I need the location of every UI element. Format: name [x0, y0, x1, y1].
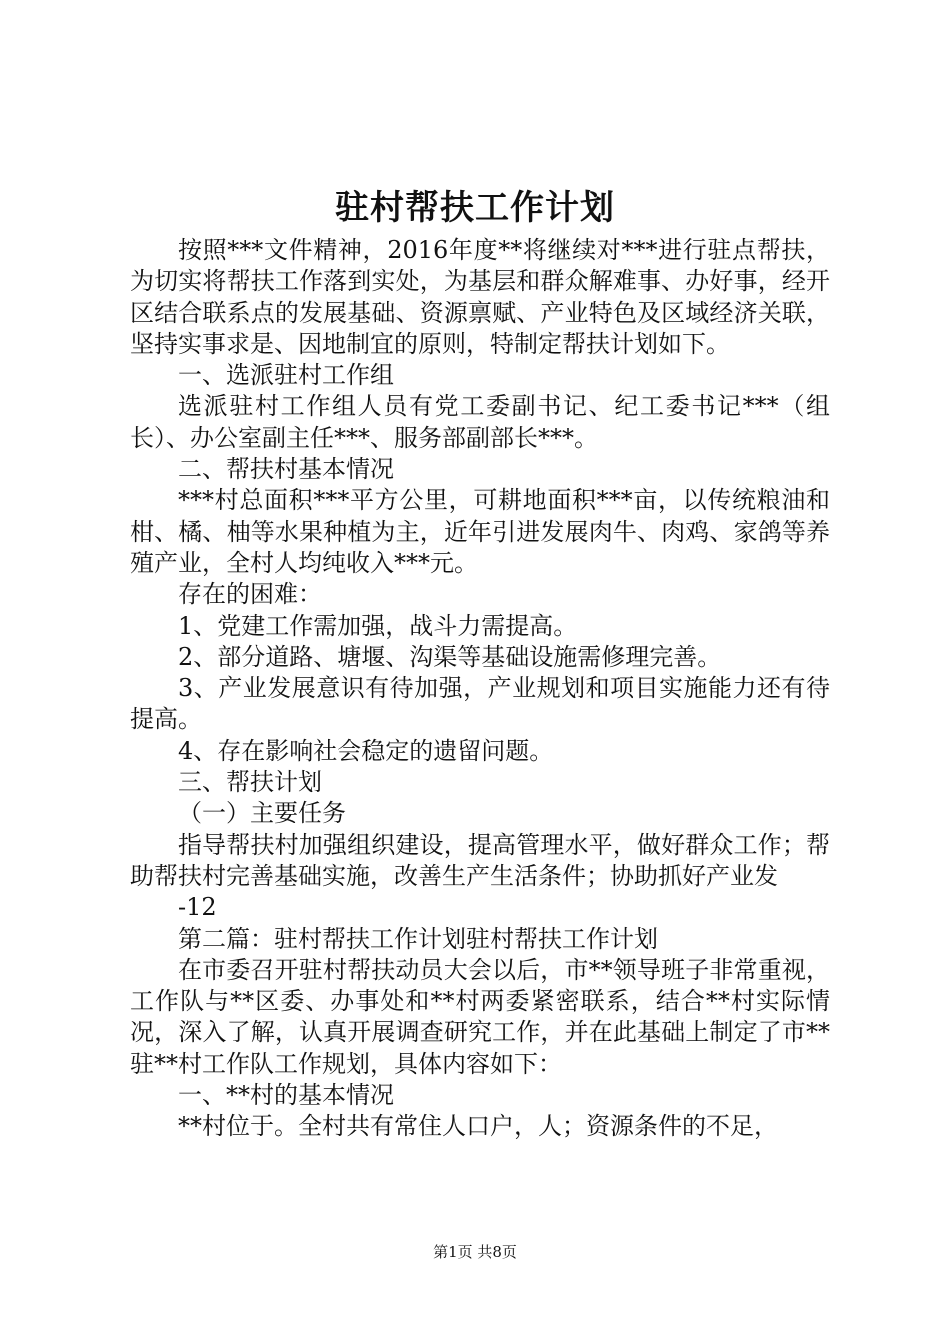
list-item-difficulty-3: 3、产业发展意识有待加强，产业规划和项目实施能力还有待提高。 — [130, 674, 830, 734]
page-number: 第1页 共8页 — [433, 1243, 517, 1261]
paragraph-part-2-intro: 在市委召开驻村帮扶动员大会以后，市**领导班子非常重视，工作队与**区委、办事处和**村两委紧密联系，结合**村实际情况，深入了解，认真开展调查研究工作，并在此基础上制定了市**驻**村工作队工作规划，具体内容如下： — [130, 955, 830, 1078]
paragraph-village-info: ***村总面积***平方公里，可耕地面积***亩，以传统粮油和柑、橘、柚等水果种植为主，近年引进发展肉牛、肉鸡、家鸽等养殖产业，全村人均纯收入***元。 — [130, 486, 830, 577]
list-item-difficulty-4: 4、存在影响社会稳定的遗留问题。 — [178, 736, 554, 765]
heading-part-2: 第二篇：驻村帮扶工作计划驻村帮扶工作计划 — [178, 924, 658, 953]
heading-village-basics: 一、**村的基本情况 — [178, 1081, 394, 1110]
heading-section-1: 一、选派驻村工作组 — [178, 361, 394, 390]
paragraph-intro: 按照***文件精神，2016年度**将继续对***进行驻点帮扶，为切实将帮扶工作落到实处，为基层和群众解难事、办好事，经开区结合联系点的发展基础、资源禀赋、产业特色及区域经济关联，坚持实事求是、因地制宜的原则，特制定帮扶计划如下。 — [130, 236, 830, 358]
heading-section-2: 二、帮扶村基本情况 — [178, 455, 394, 484]
paragraph-fragment: -12 — [178, 893, 217, 922]
list-item-difficulty-2: 2、部分道路、塘堰、沟渠等基础设施需修理完善。 — [178, 642, 722, 671]
paragraph-work-team: 选派驻村工作组人员有党工委副书记、纪工委书记***（组长）、办公室副主任***、服务部副部长***。 — [130, 392, 830, 452]
document-body — [130, 235, 830, 1143]
list-item-difficulty-1: 1、党建工作需加强，战斗力需提高。 — [178, 611, 578, 640]
document-title: 驻村帮扶工作计划 — [335, 188, 615, 228]
paragraph-difficulties-label: 存在的困难： — [178, 580, 322, 609]
heading-section-3: 三、帮扶计划 — [178, 768, 322, 797]
paragraph-village-location: **村位于。全村共有常住人口户，人；资源条件的不足， — [178, 1112, 778, 1141]
subheading-main-tasks: （一）主要任务 — [178, 799, 346, 828]
paragraph-main-tasks: 指导帮扶村加强组织建设，提高管理水平，做好群众工作；帮助帮扶村完善基础实施，改善生产生活条件；协助抓好产业发 — [130, 830, 830, 890]
